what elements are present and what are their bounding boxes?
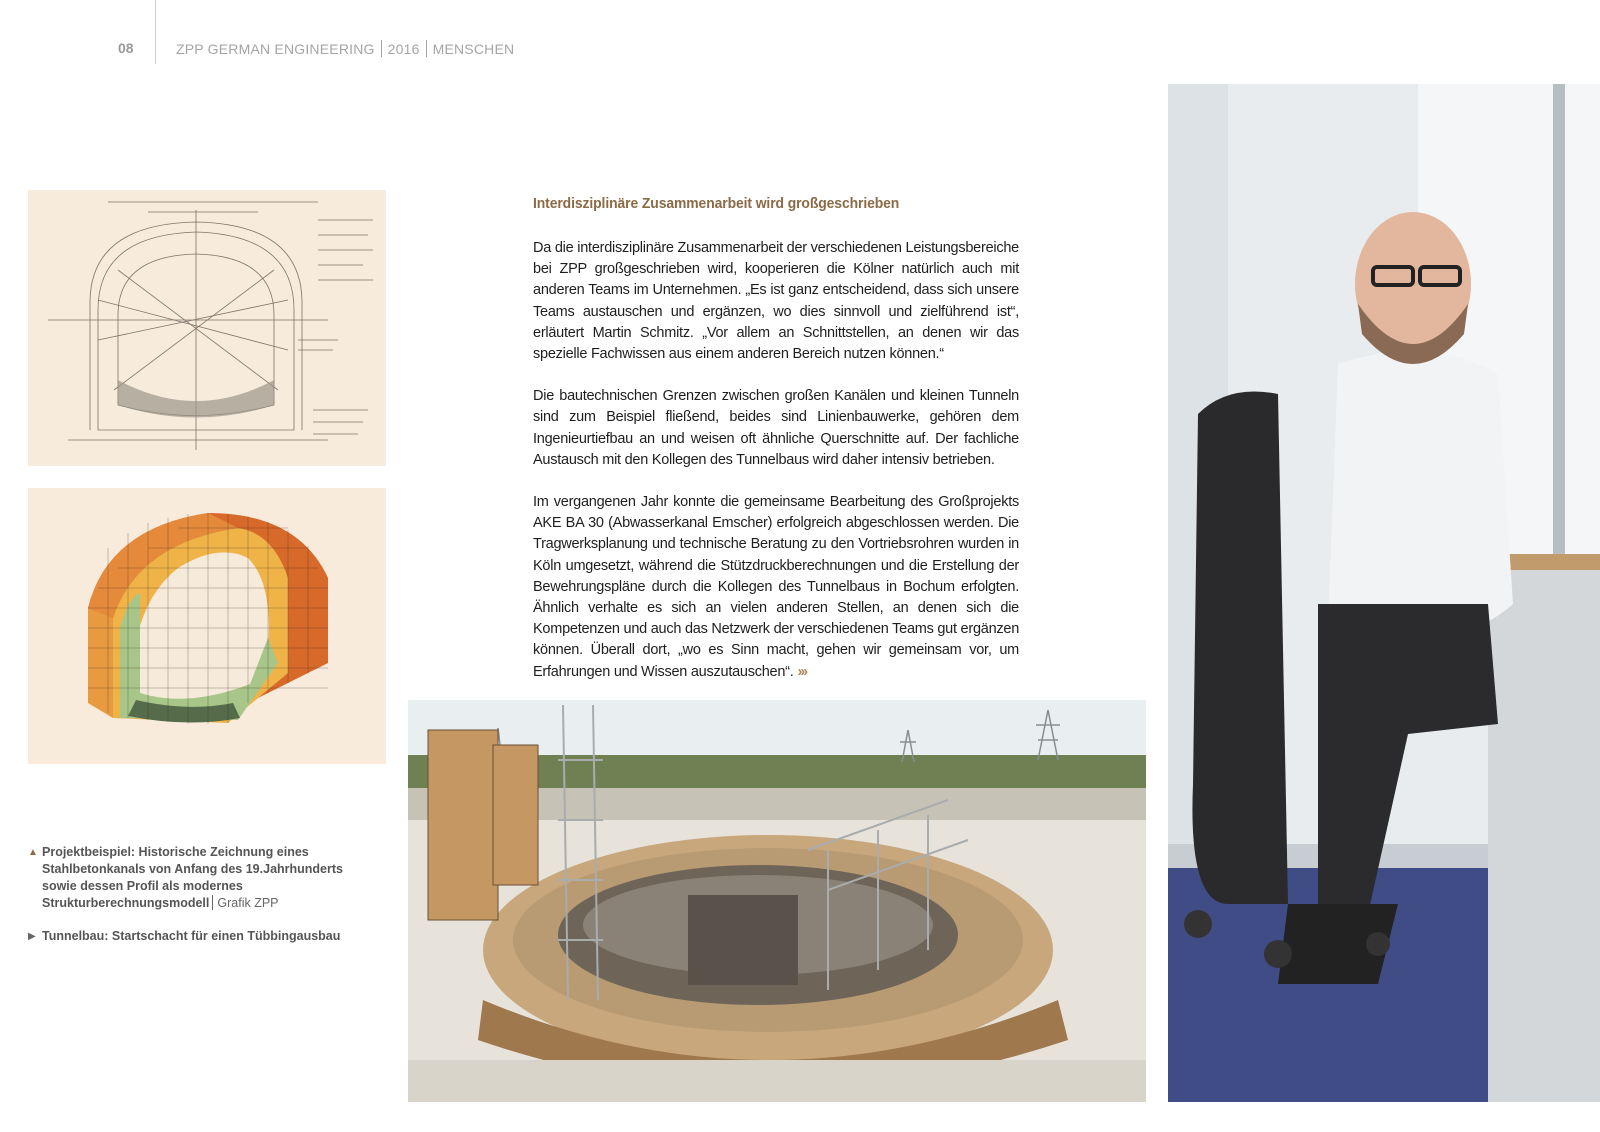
- caption-credit: Grafik ZPP: [217, 896, 279, 910]
- caption-text: Projektbeispiel: Historische Zeichnung eines Stahlbetonkanals von Anfang des 19.Jahrhunderts sowie dessen Profil als modernes Strukturberechnungsmodell: [42, 845, 343, 910]
- section-name: MENSCHEN: [432, 41, 515, 57]
- year: 2016: [387, 41, 420, 57]
- article-heading: Interdisziplinäre Zusammenarbeit wird großgeschrieben: [533, 196, 900, 212]
- page-header: [0, 0, 700, 64]
- article-paragraph: [533, 492, 1019, 683]
- article-paragraph-text: Im vergangenen Jahr konnte die gemeinsame Bearbeitung des Großprojekts AKE BA 30 (Abwasserkanal Emscher) erfolgreich abgeschlossen werden. Die Tragwerksplanung und technische Beratung zu den Vortriebsrohren wurden in Köln umgesetzt, während die Stützdruckberechnungen und die Erstellung der Bewehrungspläne durch die Kollegen des Tunnelbaus in Bochum erfolgten. Ähnlich verhalte es sich an vielen anderen Stellen, an denen sich die Kompetenzen und auch das Netzwerk der verschiedenen Teams gut ergänzen können. Überall dort, „wo es Sinn macht, gehen wir gemeinsam vor, um Erfahrungen und Wissen auszutauschen“.: [533, 494, 1020, 680]
- running-head-separator: [381, 40, 382, 57]
- caption-text: Tunnelbau: Startschacht für einen Tübbingausbau: [42, 929, 341, 943]
- page-number: 08: [118, 40, 134, 56]
- caption-construction-shaft: [28, 928, 378, 945]
- running-head: [176, 40, 514, 57]
- running-head-separator: [426, 40, 427, 57]
- portrait-photo: [1168, 84, 1600, 1102]
- article-paragraph: Da die interdisziplinäre Zusammenarbeit der verschiedenen Leistungsbereiche bei ZPP großgeschrieben wird, kooperieren die Kölner natürlich auch mit anderen Teams im Unternehmen. „Es ist ganz entscheidend, dass sich unsere Teams austauschen und ergänzen, wo dies sinnvoll und zielführend ist“, erläutert Martin Schmitz. „Vor allem an Schnittstellen, an denen wir das spezielle Fachwissen aus einem anderen Bereich nutzen können.“: [533, 240, 1019, 363]
- double-chevron-right-icon: ›››: [797, 663, 807, 680]
- article-paragraph: Die bautechnischen Grenzen zwischen großen Kanälen und kleinen Tunneln sind zum Beispiel fließend, beides sind Linienbauwerke, gehören dem Ingenieurtiefbau an und weisen oft ähnliche Querschnitte auf. Der fachliche Austausch mit den Kollegen des Tunnelbaus wird daher intensiv betrieben.: [533, 388, 1019, 468]
- image-captions: [28, 844, 378, 961]
- caption-historical-drawing: [28, 844, 378, 912]
- article-body: [533, 238, 1019, 704]
- triangle-up-icon: ▲: [28, 847, 38, 858]
- header-divider: [155, 0, 156, 64]
- construction-shaft-photo: [408, 700, 1146, 1102]
- structural-model-image: [28, 488, 386, 764]
- credit-separator: [212, 895, 213, 910]
- triangle-right-icon: ▶: [28, 931, 36, 942]
- historical-drawing-image: [28, 190, 386, 466]
- brand-name: ZPP GERMAN ENGINEERING: [176, 41, 375, 57]
